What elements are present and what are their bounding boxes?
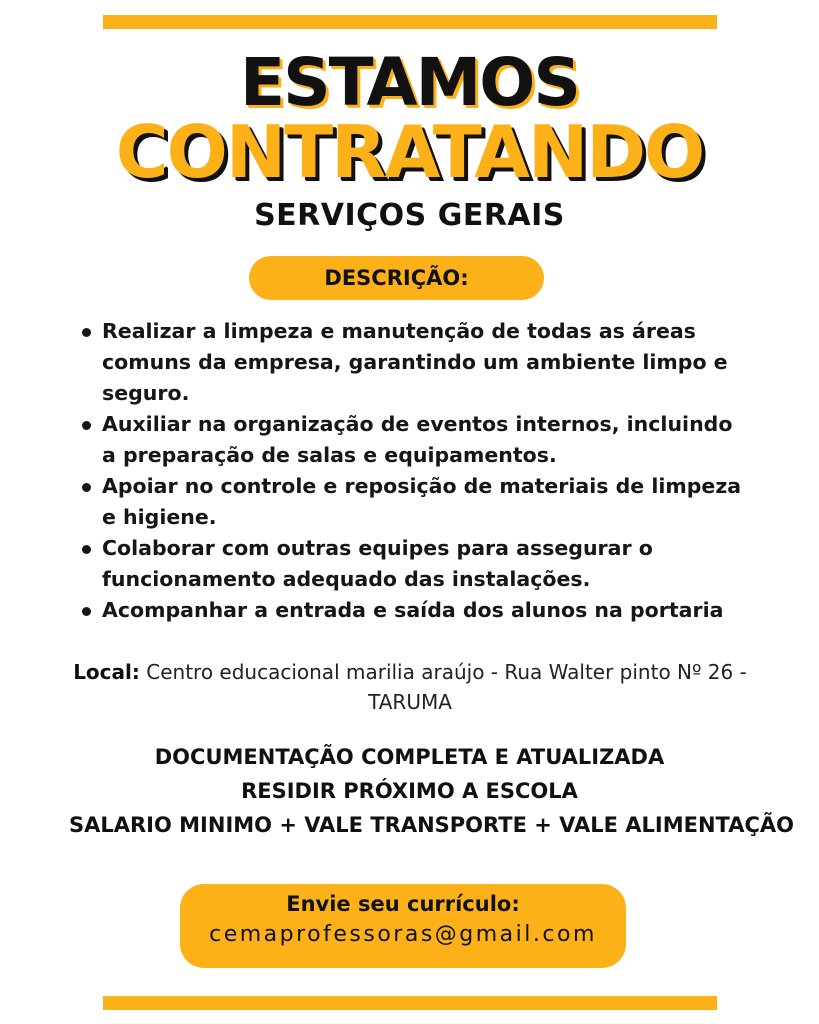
bullet-icon [82,421,91,430]
description-label: DESCRIÇÃO: [324,266,469,290]
requirement-residence: RESIDIR PRÓXIMO A ESCOLA [241,779,578,803]
list-item [60,533,750,595]
list-item [60,595,750,626]
contact-email[interactable]: cemaprofessoras@gmail.com [209,922,597,947]
duty-text: Apoiar no controle e reposição de materiais de limpeza e higiene. [102,474,742,529]
requirement-documentation: DOCUMENTAÇÃO COMPLETA E ATUALIZADA [154,745,665,769]
top-accent-bar [103,15,717,29]
bullet-icon [82,328,91,337]
location-label: Local: [73,660,140,684]
duty-text: Realizar a limpeza e manutenção de todas as áreas comuns da empresa, garantindo um ambiente limpo e seguro. [102,319,728,405]
send-resume-label: Envie seu currículo: [286,892,520,916]
duty-text: Acompanhar a entrada e saída dos alunos na portaria [102,598,724,622]
send-resume-box [180,884,626,968]
bullet-icon [82,607,91,616]
duty-text: Colaborar com outras equipes para assegurar o funcionamento adequado das instalações. [102,536,653,591]
requirement-benefits: SALARIO MINIMO + VALE TRANSPORTE + VALE ALIMENTAÇÃO [69,813,794,837]
headline-contratando: CONTRATANDO [115,110,704,194]
job-title: SERVIÇOS GERAIS [254,198,565,233]
list-item [60,316,750,409]
bullet-icon [82,483,91,492]
duty-text: Auxiliar na organização de eventos internos, incluindo a preparação de salas e equipamentos. [102,412,733,467]
list-item [60,409,750,471]
bullet-icon [82,545,91,554]
location-address: Centro educacional marilia araújo - Rua Walter pinto Nº 26 - TARUMA [146,660,747,714]
location-info [50,657,770,717]
duties-list [60,316,750,626]
headline-estamos: ESTAMOS [240,44,579,121]
description-label-pill [249,256,544,300]
list-item [60,471,750,533]
bottom-accent-bar [103,996,717,1010]
